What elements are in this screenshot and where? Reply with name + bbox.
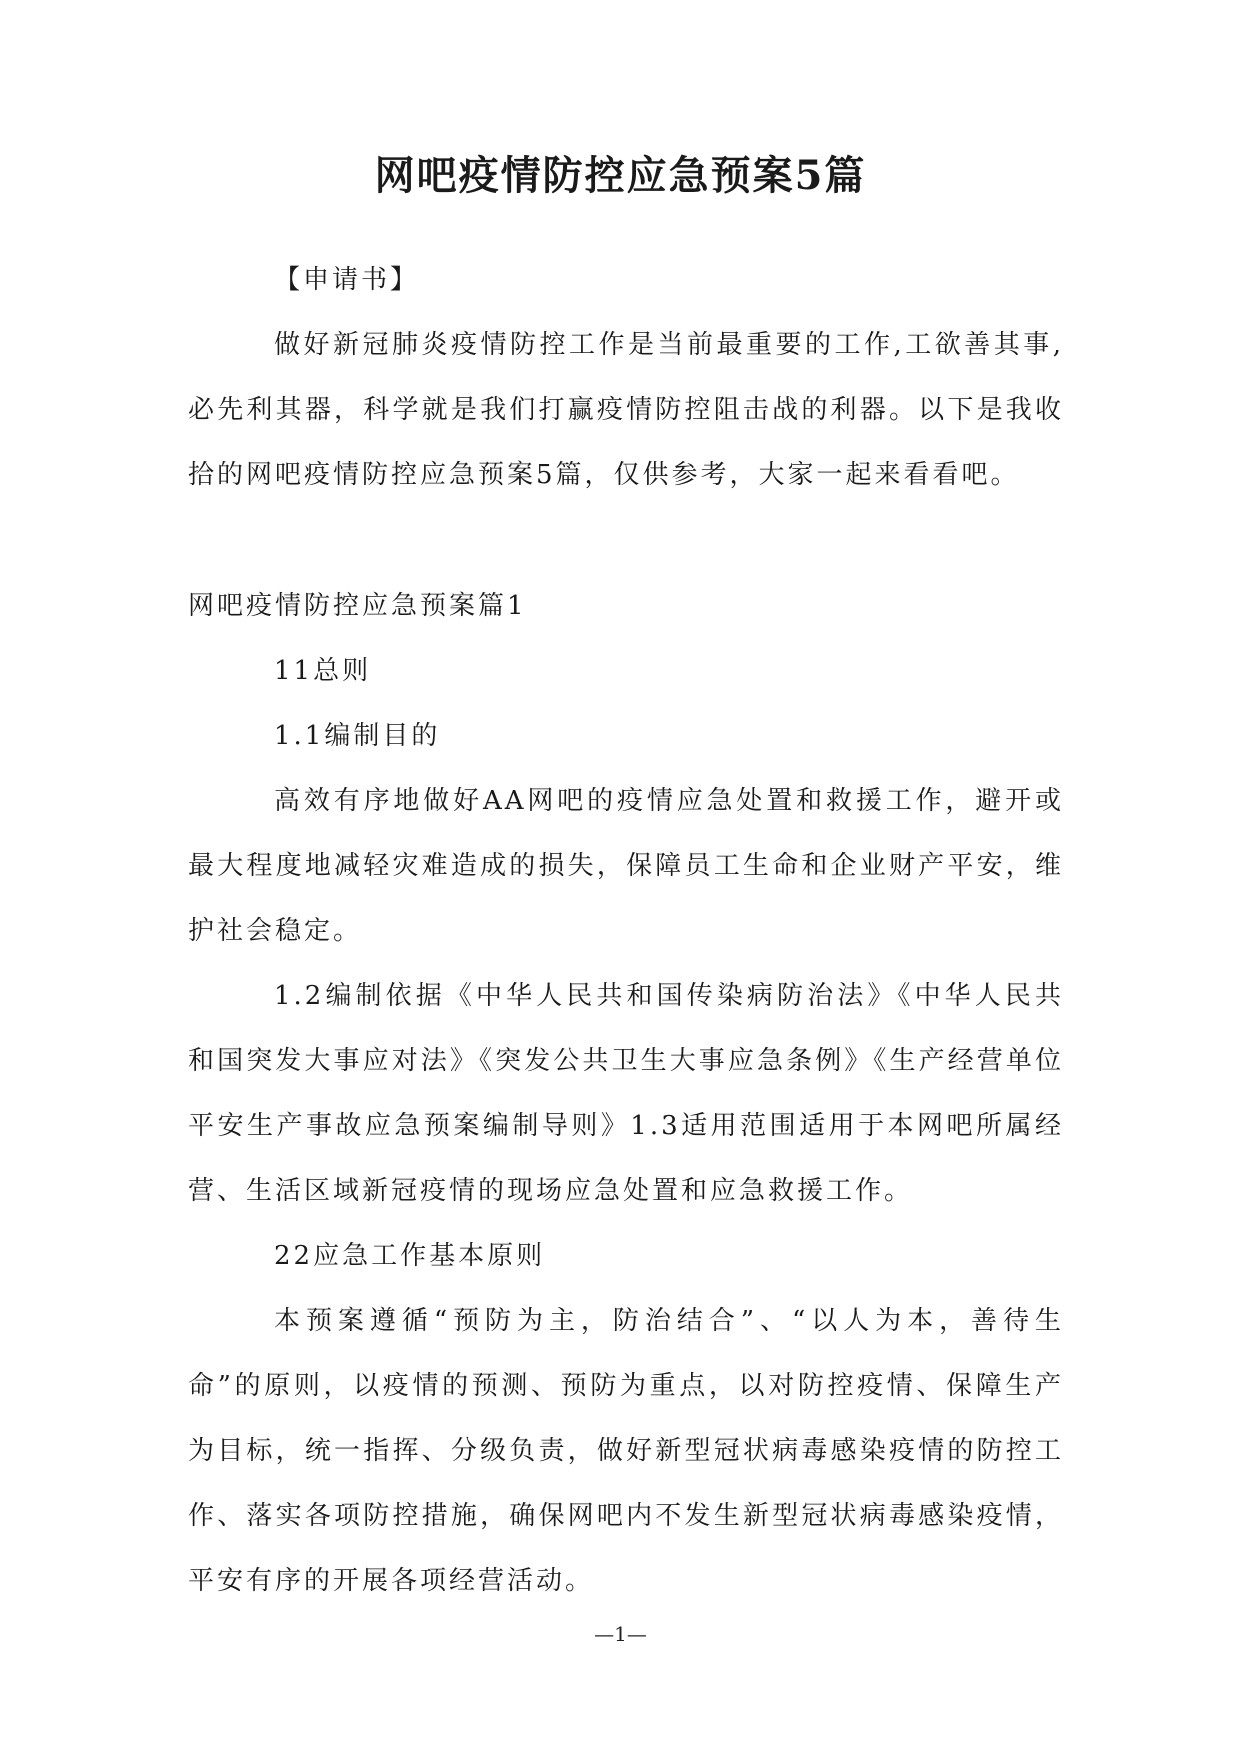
document-body [188,248,1064,1614]
body-paragraph: 高效有序地做好AA网吧的疫情应急处置和救援工作，避开或最大程度地减轻灾难造成的损失，保障员工生命和企业财产平安，维护社会稳定。 [188,786,1064,946]
section-heading: 网吧疫情防控应急预案篇1 [188,591,527,621]
chapter-heading: 22应急工作基本原则 [274,1241,546,1271]
intro-paragraph: 做好新冠肺炎疫情防控工作是当前最重要的工作,工欲善其事,必先利其器，科学就是我们打赢疫情防控阻击战的利器。以下是我收拾的网吧疫情防控应急预案5篇，仅供参考，大家一起来看看吧。 [188,330,1064,490]
page-number: —1— [594,1622,647,1646]
document-tag: 【申请书】 [274,265,420,295]
chapter-heading: 11总则 [274,656,372,686]
body-paragraph: 本预案遵循“预防为主，防治结合”、“以人为本，善待生命”的原则，以疫情的预测、预防为重点，以对防控疫情、保障生产为目标，统一指挥、分级负责，做好新型冠状病毒感染疫情的防控工作、落实各项防控措施，确保网吧内不发生新型冠状病毒感染疫情，平安有序的开展各项经营活动。 [188,1306,1064,1596]
document-title: 网吧疫情防控应急预案5篇 [374,152,867,199]
body-paragraph: 1.2编制依据《中华人民共和国传染病防治法》《中华人民共和国突发大事应对法》《突发公共卫生大事应急条例》《生产经营单位平安生产事故应急预案编制导则》1.3适用范围适用于本网吧所属经营、生活区域新冠疫情的现场应急处置和应急救援工作。 [188,981,1064,1206]
subsection-heading: 1.1编制目的 [274,721,441,751]
